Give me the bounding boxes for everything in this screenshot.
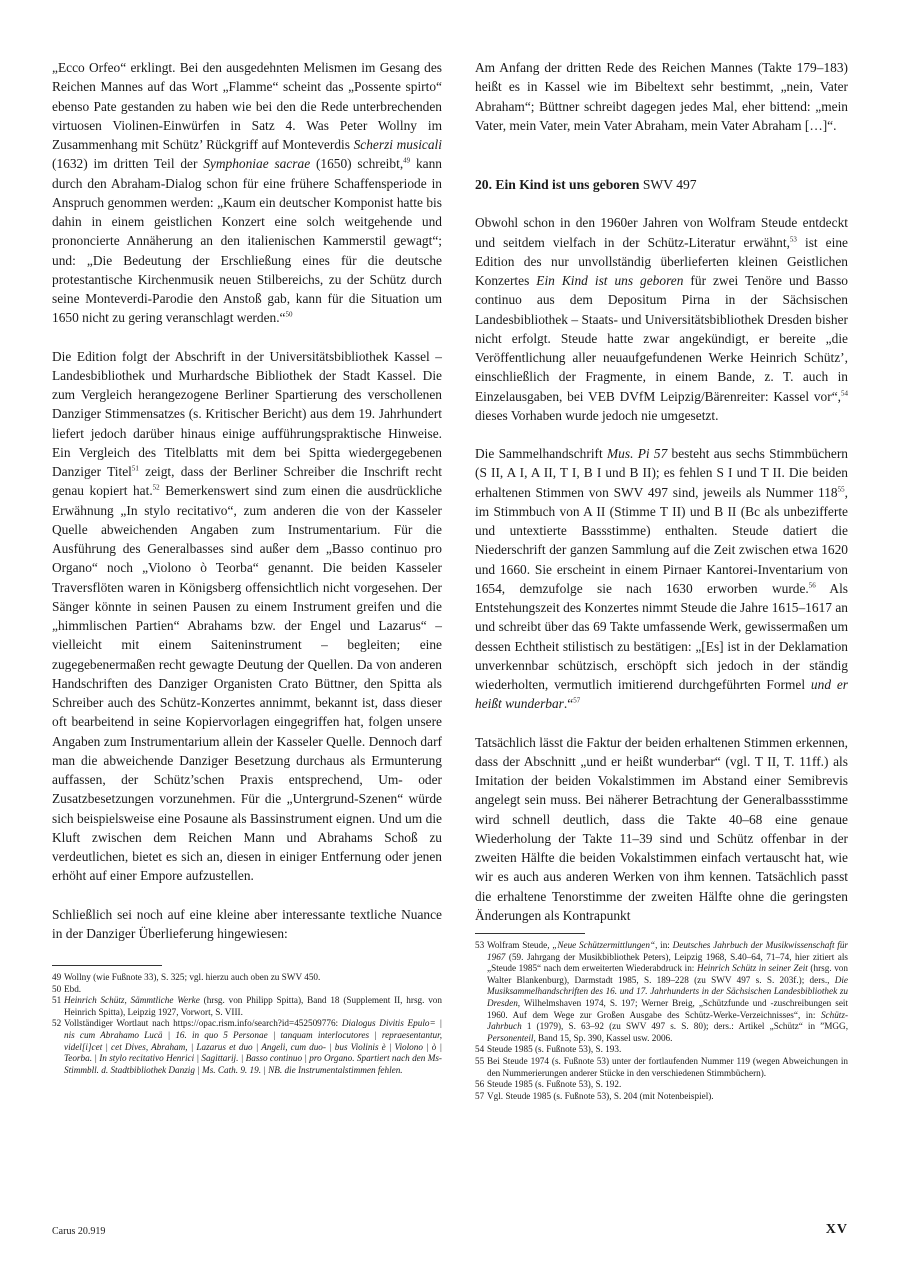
right-column [475,58,848,1102]
section-heading: 20. Ein Kind ist uns geboren SWV 497 [475,177,697,192]
footnote-ref[interactable]: 54 [841,389,848,398]
paragraph: Die Sammelhandschrift Mus. Pi 57 besteht aus sechs Stimmbüchern (S II, A I, A II, T I, B I und B II); es fehlen S I und T II. Die beiden erhaltenen Stimmen von SWV 497 sind, jeweils als Nummer $118^{55}$, im Stimmbuch von A II (Stimme T II) und B II (Bc als unbezifferte und untextierte Bassstimme) enthalten. Steude datiert die Niederschrift der ganzen Sammlung auf die Zeit zwischen etwa 1620 und 1660. Sie erscheint in einem Pirnaer Kantorei-Inventarium von 1654, demzufolge sie nach 1630 erworben wurde.$^{56}$ Als Entstehungszeit des Konzertes nimmt Steude die Jahre 1615–1617 an und schreibt über das 69 Takte umfassende Werk, gewissermaßen um dessen Echtheit stilistisch zu bestätigen: „[Es] ist in der Deklamation unverkennbar schützisch, erschöpft sich jedoch in der ständig wiederholten, vermutlich imitierend durchgeführten Formel und er heißt wunderbar.“$^{57}$ [475,446,848,712]
footnotes [475,940,848,1102]
footnotes [52,972,442,1076]
paragraph: Schließlich sei noch auf eine kleine aber interessante textliche Nuance in der Danziger Überlieferung hingewiesen: [52,906,442,941]
footnote: 49 Wollny (wie Fußnote 33), S. 325; vgl. hierzu auch oben zu SWV 450. [52,972,321,982]
paragraph: Tatsächlich lässt die Faktur der beiden erhaltenen Stimmen erkennen, dass der Abschnitt „und er heißt wunderbar“ (vgl. T II, T. 11ff.) als Imitation der beiden Vokalstimmen im Abstand einer Semibrevis angelegt sein muss. Bei näherer Betrachtung der Generalbassstimme wird schnell deutlich, dass die Takte 40–68 eine genaue Wiederholung der Takte 11–39 sind und Schütz offenbar in der zweiten Hälfte die beiden Vokalstimmen einfach vertauscht hat, wie wir es auch aus anderen Werken von ihm kennen. Tatsächlich passt die erhaltene Tenorstimme der zweiten Hälfte ohne die geringsten Änderungen als Kontrapunkt [475,734,848,923]
paragraph: Am Anfang der dritten Rede des Reichen Mannes (Takte 179–183) heißt es in Kassel wie im Bibeltext sehr bestimmt, „nein, Vater Abraham“; Büttner schreibt dagegen jedes Mal, eher bittend: „mein Vater, mein Vater, mein Vater Abraham, mein Vater Abraham […]“. [475,60,848,133]
footnote: 54 Steude 1985 (s. Fußnote 53), S. 193. [475,1044,622,1055]
footnote-ref[interactable]: 55 [837,485,845,494]
paragraph: Die Edition folgt der Abschrift in der Universitätsbibliothek Kassel – Landesbibliothek und Murhardsche Bibliothek der Stadt Kassel. Die zum Vergleich herangezogene Berliner Spartierung des verschollenen Danziger Stimmensatzes (s. Kritischer Bericht) aus dem 19. Jahrhundert liefert jedoch darüber hinaus einige aufführungspraktische Hinweise. Ein Vergleich des Titelblatts mit dem bei Spitta wiedergegebenen Danziger Titel$^{51}$ zeigt, dass der Berliner Schreiber die Inschrift recht genau kopiert hat.$^{52}$ Bemerkenswert sind zum einen die ausdrückliche Erwähnung „In stylo recitativo“, zum anderen die von der Kasseler Quelle abweichenden Angaben zum Instrumentarium. Für die Ausführung des Generalbasses sind außer dem „Basso continuo pro Organo“ noch „Violono ò Teorba“ genannt. Die beiden Kasseler Traversflöten waren in Königsberg offensichtlich nicht vorgesehen. Der Sänger könnte in seinen Pausen zu einem Instrument greifen und die „himmlischen Partien“ Abrahams bzw. der Engel und Lazarus“ – vielleicht mit einem Saiteninstrument – begleiten; eine zugegebenermaßen recht gewagte Deutung der Quellen. Da von anderen Handschriften des Danziger Organisten Crato Büttner, den Spitta als Schreiber auch des Schütz-Konzertes annimmt, bekannt ist, dass dieser oft bearbeitend in seine Kopiervorlagen eingegriffen hat, folgen unsere Angaben zum Instrumentarium allein der Kasseler Quelle. Dennoch darf man die abweichende Danziger Besetzung durchaus als Ermunterung auffassen, der Schütz’schen Praxis entsprechend, Um- oder Zusatzbesetzungen vorzunehmen. Für die „Untergrund-Szenen“ würde sich beispielsweise eine Posaune als Bassinstrument eignen. Und um die Kluft zwischen dem Reichen Mann und Abrahams Schoß zu verdeutlichen, bietet es sich an, diesen in einiger Entfernung oder jenen erhöht auf einer Empore aufzustellen. [52,348,442,884]
paragraph: „Ecco Orfeo“ erklingt. Bei den ausgedehnten Melismen im Gesang des Reichen Mannes auf das Wort „Flamme“ scheint das „Possente spirto“ ebenso Pate gestanden zu haben wie bei den die Rede unterbrechenden virtuosen Violinen-Einwürfen in Satz 4. Was Peter Wollny im Zusammenhang mit Schütz’ Rückgriff auf Monteverdis Scherzi musicali (1632) im dritten Teil der Symphoniae sacrae (1650) schreibt,$^{49}$ kann durch den Abraham-Dialog schon für eine frühere Schaffensperiode in Anspruch genommen werden: „Kaum ein deutscher Komponist hatte bis dahin in einem geistlichen Konzert eine solch weitgehende und prononcierte Annäherung an den italienischen Kammerstil gewagt“; und: „Die Bedeutung der Erschließung eines für die deutsche protestantische Kirchenmusik neuen Stilbereichs, zu der Schütz durch seine Monteverdi-Parodie den Anstoß gab, kann für die Situation um 1650 nicht zu gering veranschlagt werden.“$^{50}$ [52,60,442,326]
left-column [52,58,442,1076]
footnote-ref[interactable]: 53 [789,235,797,244]
footnote-divider [52,965,162,966]
page-number: XV [825,1222,848,1237]
footnote: 57 Vgl. Steude 1985 (s. Fußnote 53), S. 204 (mit Notenbeispiel). [475,1090,714,1101]
footnote-ref[interactable]: 56 [808,581,816,590]
footnote-ref[interactable]: 50 [285,310,293,319]
paragraph: Obwohl schon in den 1960er Jahren von Wolfram Steude entdeckt und seitdem vielfach in der Schütz-Literatur erwähnt,$^{53}$ ist eine Edition des nur unvollständig überlieferten kleinen Geistlichen Konzertes Ein Kind ist uns geboren für zwei Tenöre und Basso continuo aus dem Depositum Pirna in der Sächsischen Landesbibliothek – Staats- und Universitätsbibliothek Dresden bisher nicht erfolgt. Steude hatte zwar angekündigt, er bereite „die Veröffentlichung aller neuaufgefundenen Werke Heinrich Schütz’, einschließlich der Fragmente, in einem Bande, z. T. auch in Einzelausgaben, bei VEB DVfM Leipzig/Bärenreiter: Kassel vor“,$^{54}$ dieses Vorhaben wurde jedoch nie umgesetzt. [475,215,849,423]
footnote: 52 Vollständiger Wortlaut nach https://opac.rism.info/search?id=452509776: Dialogus Divitis Epulo= | nis cum Abrahamo Lucä | 16. in quo 5 Personae | tanquam interlocutores | repraesentantur, videl[i]cet | cet Dives, Abraham, | Lazarus et duo | Angeli, cum duo- | bus Violinis è | Violono | ò | Teorba. | In stylo recitativo Henrici | Sagittarij. | Basso continuo | pro Organo. Spartiert nach den Ms-Stimmbll. d. Stadtbibliothek Danzig | Ms. Cath. 9. 19. | NB. die Instrumentalstimmen fehlen. [52,1018,442,1075]
footnote-ref[interactable]: 49 [403,156,411,165]
footnote: 51 Heinrich Schütz, Sämmtliche Werke (hrsg. von Philipp Spitta), Band 18 (Supplement II, hrsg. von Heinrich Spitta), Leipzig 1927, Vorwort, S. VIII. [52,995,442,1017]
publisher-catalog-number: Carus 20.919 [52,1226,106,1237]
footnote: 56 Steude 1985 (s. Fußnote 53), S. 192. [475,1079,622,1090]
footnote: 55 Bei Steude 1974 (s. Fußnote 53) unter der fortlaufenden Nummer 119 (wegen Abweichungen in den Nummerierungen anderer Stücke in den verschiedenen Stimmbüchern). [475,1055,848,1078]
footnote-ref[interactable]: 51 [131,464,139,473]
footnote-ref[interactable]: 52 [152,483,160,492]
footnote-ref[interactable]: 57 [573,696,581,705]
footnote: 53 Wolfram Steude, „Neue Schützermittlungen“, in: Deutsches Jahrbuch der Musikwissenschaft für 1967 (59. Jahrgang der Musikbibliothek Peters), Leipzig 1968, S.40–64, 71–74, hier zitiert als „Steude 1985“ nach dem erweiterten Wiederabdruck in: Heinrich Schütz in seiner Zeit (hrsg. von Walter Blankenburg), Darmstadt 1985, S. 189–228 (zu SWV 497 s. S. 203f.); ders., Die Musiksammelhandschriften des 16. und 17. Jahrhunderts in der Sächsischen Landesbibliothek zu Dresden, Wilhelmshaven 1974, S. 197; Werner Breig, „Schützfunde und -zuschreibungen seit 1960. Auf dem Wege zur Großen Ausgabe des Schütz-Werke-Verzeichnisses“, in: Schütz-Jahrbuch 1 (1979), S. 63–92 (zu SWV 497 s. S. 80); ders.: Artikel „Schütz“ in ”MGG, Personenteil, Band 15, Sp. 390, Kassel usw. 2006. [475,940,848,1043]
footnote-divider [475,933,585,934]
footnote: 50 Ebd. [52,983,82,994]
